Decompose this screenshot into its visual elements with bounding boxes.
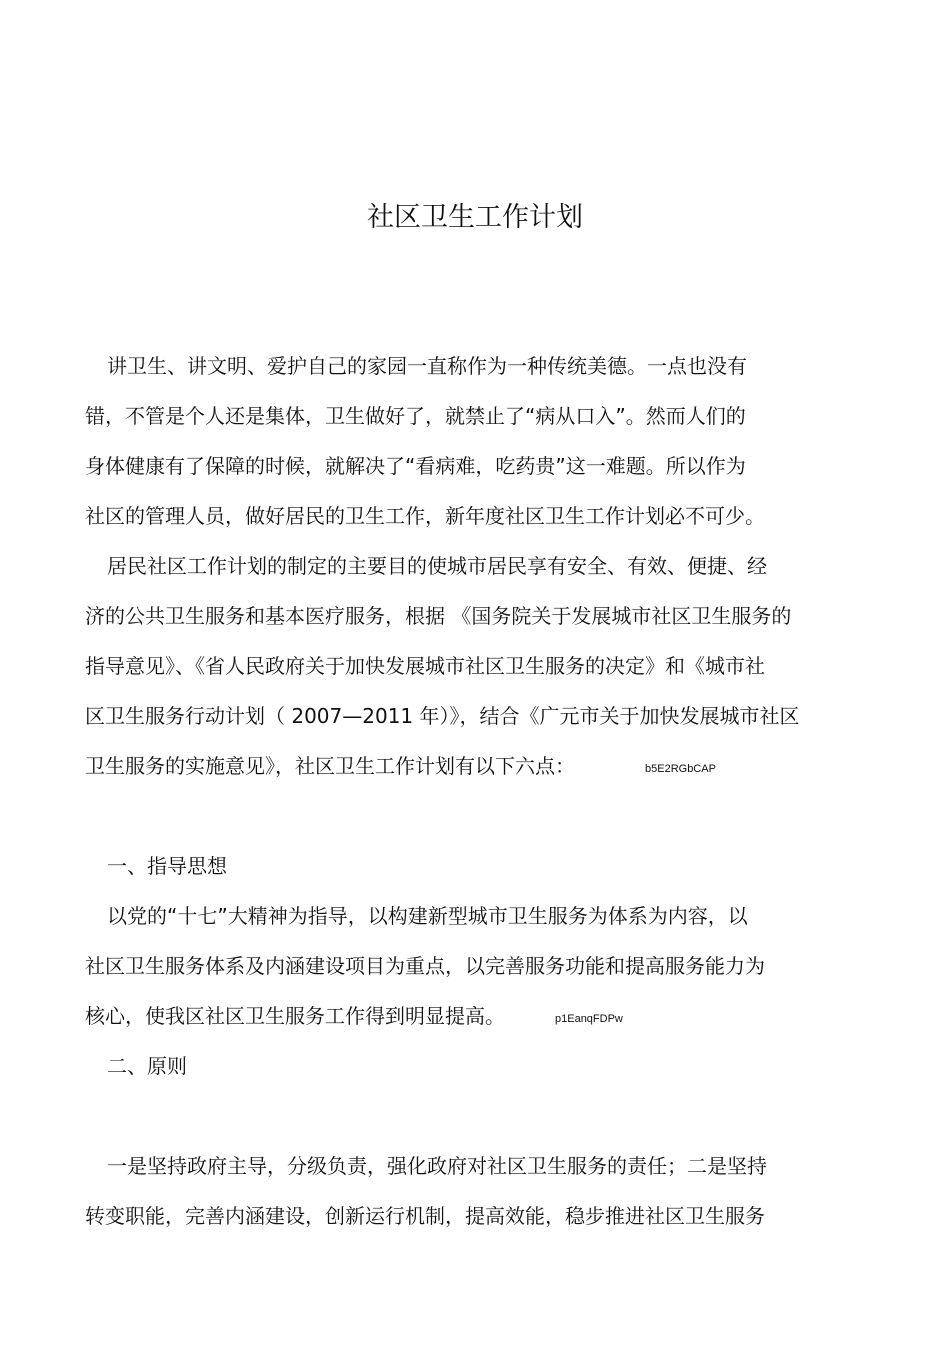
paragraph-2-line-5: 卫生服务的实施意见》，社区卫生工作计划有以下六点： — [85, 754, 575, 778]
section-heading-1: 一、指导思想 — [107, 854, 227, 878]
document-title: 社区卫生工作计划 — [367, 202, 583, 233]
paragraph-1-line-2: 错，不管是个人还是集体，卫生做好了，就禁止了“病从口入”。然而人们的 — [85, 404, 746, 428]
document-code-1: b5E2RGbCAP — [645, 763, 716, 775]
paragraph-1-line-3: 身体健康有了保障的时候，就解决了“看病难，吃药贵”这一难题。所以作为 — [85, 454, 746, 478]
section-heading-2: 二、原则 — [107, 1054, 187, 1078]
paragraph-2-line-3: 指导意见》、《省人民政府关于加快发展城市社区卫生服务的决定》和《城市社 — [85, 654, 765, 678]
paragraph-4-line-2: 转变职能，完善内涵建设，创新运行机制，提高效能，稳步推进社区卫生服务 — [85, 1204, 765, 1228]
document-code-2: p1EanqFDPw — [555, 1013, 623, 1025]
paragraph-1-line-4: 社区的管理人员，做好居民的卫生工作，新年度社区卫生工作计划必不可少。 — [85, 504, 765, 528]
paragraph-3-line-1: 以党的“十七”大精神为指导，以构建新型城市卫生服务为体系为内容，以 — [107, 904, 748, 928]
paragraph-3-line-3: 核心，使我区社区卫生服务工作得到明显提高。 — [85, 1004, 505, 1028]
paragraph-4-line-1: 一是坚持政府主导，分级负责，强化政府对社区卫生服务的责任；二是坚持 — [107, 1154, 767, 1178]
paragraph-2-line-2: 济的公共卫生服务和基本医疗服务，根据 《国务院关于发展城市社区卫生服务的 — [85, 604, 792, 628]
paragraph-3-line-2: 社区卫生服务体系及内涵建设项目为重点，以完善服务功能和提高服务能力为 — [85, 954, 765, 978]
paragraph-1-line-1: 讲卫生、讲文明、爱护自己的家园一直称作为一种传统美德。一点也没有 — [107, 354, 747, 378]
paragraph-2-line-1: 居民社区工作计划的制定的主要目的使城市居民享有安全、有效、便捷、经 — [107, 554, 767, 578]
paragraph-2-line-4: 区卫生服务行动计划（ 2007—2011 年）》，结合《广元市关于加快发展城市社区 — [85, 704, 800, 728]
